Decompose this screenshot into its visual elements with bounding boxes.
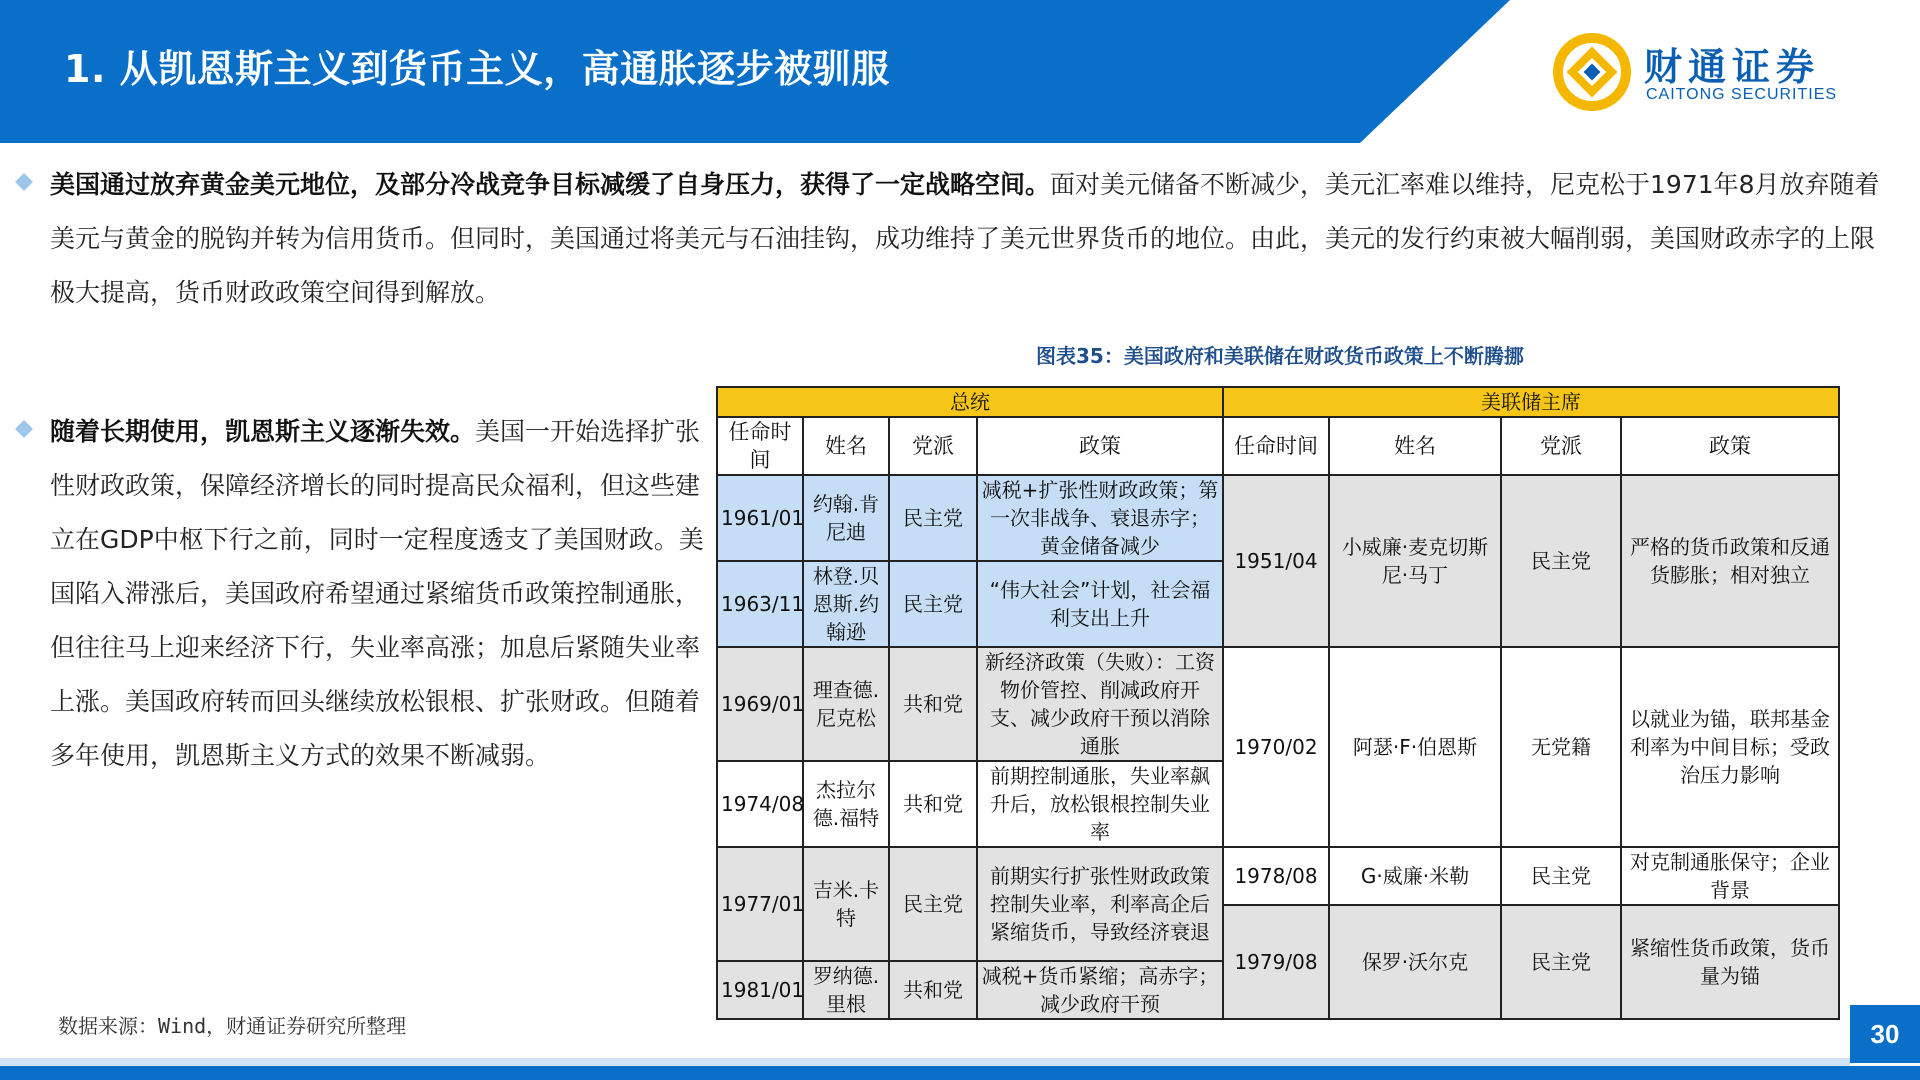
logo-emblem-icon [1552,32,1632,112]
diamond-bullet-icon [14,172,34,192]
fed-chair-policy: 紧缩性货币政策，货币量为锚 [1621,905,1839,1019]
column-header: 党派 [1501,417,1621,475]
fed-chair-name: 小威廉·麦克切斯尼·马丁 [1329,475,1501,647]
president-date: 1963/11 [717,561,803,647]
president-name: 杰拉尔德.福特 [803,761,889,847]
logo-chinese-name: 财通证券 [1644,45,1821,89]
page-title: 1. 从凯恩斯主义到货币主义，高通胀逐步被驯服 [64,47,890,91]
president-name: 林登.贝恩斯.约翰逊 [803,561,889,647]
column-header: 政策 [1621,417,1839,475]
president-policy: 减税+扩张性财政政策；第一次非战争、衰退赤字；黄金储备减少 [977,475,1223,561]
column-header: 党派 [889,417,977,475]
page-number: 30 [1850,1005,1920,1063]
company-logo [1552,32,1902,112]
fed-chair-name: G·威廉·米勒 [1329,847,1501,905]
president-name: 约翰.肯尼迪 [803,475,889,561]
fed-chair-date: 1970/02 [1223,647,1329,847]
president-party: 共和党 [889,961,977,1019]
footer-bar [0,1066,1920,1080]
footer-accent [0,1058,1850,1066]
president-date: 1981/01 [717,961,803,1019]
paragraph-keynesian [50,405,710,783]
fed-chair-name: 阿瑟·F·伯恩斯 [1329,647,1501,847]
president-policy: 前期控制通胀，失业率飙升后，放松银根控制失业率 [977,761,1223,847]
president-party: 民主党 [889,561,977,647]
president-name: 罗纳德.里根 [803,961,889,1019]
column-header: 任命时间 [717,417,803,475]
data-source-note: 数据来源：Wind，财通证券研究所整理 [58,1014,407,1038]
fed-chair-date: 1978/08 [1223,847,1329,905]
column-header: 政策 [977,417,1223,475]
president-party: 民主党 [889,475,977,561]
president-date: 1974/08 [717,761,803,847]
paragraph-body: 面对美元储备不断减少，美元汇率难以维持，尼克松于1971年8月放弃随着美元与黄金的脱钩并转为信用货币。但同时，美国通过将美元与石油挂钩，成功维持了美元世界货币的地位。由此，美元的发行约束被大幅削弱，美国财政赤字的上限极大提高，货币财政政策空间得到解放。 [50,170,1880,307]
president-policy: 前期实行扩张性财政政策控制失业率，利率高企后紧缩货币，导致经济衰退 [977,847,1223,961]
table-row [717,847,1839,905]
fed-chair-policy: 严格的货币政策和反通货膨胀；相对独立 [1621,475,1839,647]
fed-chair-party: 民主党 [1501,475,1621,647]
president-name: 理查德.尼克松 [803,647,889,761]
fed-chair-party: 民主党 [1501,847,1621,905]
paragraph-lead: 随着长期使用，凯恩斯主义逐渐失效。 [50,417,476,446]
policy-table [716,386,1840,1020]
president-party: 共和党 [889,647,977,761]
president-policy: 新经济政策（失败）：工资物价管控、削减政府开支、减少政府干预以消除通胀 [977,647,1223,761]
fed-chair-party: 无党籍 [1501,647,1621,847]
president-party: 共和党 [889,761,977,847]
diamond-bullet-icon [14,419,34,439]
fed-chair-name: 保罗·沃尔克 [1329,905,1501,1019]
paragraph-gold-standard [50,158,1890,320]
paragraph-body: 美国一开始选择扩张性财政政策，保障经济增长的同时提高民众福利，但这些建立在GDP中枢下行之前，同时一定程度透支了美国财政。美国陷入滞涨后，美国政府希望通过紧缩货币政策控制通胀，但往往马上迎来经济下行，失业率高涨；加息后紧随失业率上涨。美国政府转而回头继续放松银根、扩张财政。但随着多年使用，凯恩斯主义方式的效果不断减弱。 [50,417,704,770]
group-header-presidents: 总统 [717,387,1223,417]
fed-chair-date: 1951/04 [1223,475,1329,647]
president-policy: “伟大社会”计划，社会福利支出上升 [977,561,1223,647]
group-header-fed-chairs: 美联储主席 [1223,387,1839,417]
president-party: 民主党 [889,847,977,961]
logo-english-name: CAITONG SECURITIES [1646,86,1838,103]
fed-chair-policy: 以就业为锚，联邦基金利率为中间目标；受政治压力影响 [1621,647,1839,847]
president-name: 吉米.卡特 [803,847,889,961]
fed-chair-policy: 对克制通胀保守；企业背景 [1621,847,1839,905]
paragraph-lead: 美国通过放弃黄金美元地位，及部分冷战竞争目标减缓了自身压力，获得了一定战略空间。 [50,170,1051,199]
president-date: 1969/01 [717,647,803,761]
column-header: 姓名 [803,417,889,475]
fed-chair-party: 民主党 [1501,905,1621,1019]
table-row [717,647,1839,761]
president-date: 1977/01 [717,847,803,961]
president-date: 1961/01 [717,475,803,561]
president-policy: 减税+货币紧缩；高赤字；减少政府干预 [977,961,1223,1019]
fed-chair-date: 1979/08 [1223,905,1329,1019]
column-header: 任命时间 [1223,417,1329,475]
column-header: 姓名 [1329,417,1501,475]
chart-title: 图表35：美国政府和美联储在财政货币政策上不断腾挪 [1036,344,1524,368]
header-bar [0,0,1920,143]
table-row [717,475,1839,561]
